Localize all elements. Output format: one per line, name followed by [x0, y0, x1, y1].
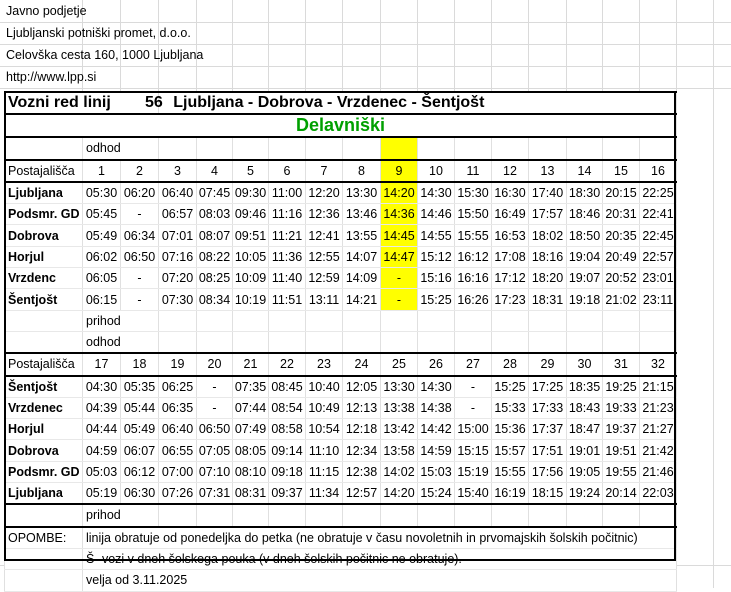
route-name: Ljubljana - Dobrova - Vrzdenec - Šentjošt — [173, 94, 485, 112]
table-row — [5, 204, 677, 225]
trip-number: 10 — [418, 160, 455, 182]
departure-time: 22:41 — [640, 204, 677, 225]
stop-name: Šentjošt — [5, 376, 83, 398]
departure-time: 22:57 — [640, 246, 677, 267]
departure-time: 06:55 — [159, 440, 197, 461]
departure-time: 16:30 — [492, 182, 529, 204]
departure-time: 19:07 — [567, 268, 603, 289]
departure-time: 10:40 — [306, 376, 343, 398]
trip-number: 18 — [121, 353, 159, 375]
departure-time: 12:36 — [306, 204, 343, 225]
departure-time: 06:40 — [159, 182, 197, 204]
trip-number: 28 — [492, 353, 529, 375]
trip-number: 1 — [83, 160, 121, 182]
departure-time: 05:19 — [83, 483, 121, 505]
departure-time: 14:07 — [343, 246, 381, 267]
departure-time: 20:14 — [603, 483, 640, 505]
departure-time: 14:09 — [343, 268, 381, 289]
departure-time: 23:11 — [640, 289, 677, 310]
arrival-label: prihod — [83, 310, 159, 331]
outbound-section — [5, 160, 677, 311]
departure-time: - — [121, 204, 159, 225]
departure-time: 09:37 — [269, 483, 306, 505]
inbound-section — [5, 353, 677, 504]
stop-name: Šentjošt — [5, 289, 83, 310]
departure-time: 06:40 — [159, 419, 197, 440]
trip-number: 21 — [233, 353, 269, 375]
trip-number-row — [5, 160, 677, 182]
table-row — [5, 376, 677, 398]
departure-time: 18:47 — [567, 419, 603, 440]
arrival-label-row-2 — [5, 504, 677, 526]
departure-time: 12:38 — [343, 461, 381, 482]
departure-time: 14:47 — [381, 246, 418, 267]
departure-time: 14:21 — [343, 289, 381, 310]
departure-time: 06:02 — [83, 246, 121, 267]
trip-number: 19 — [159, 353, 197, 375]
trip-number: 4 — [197, 160, 233, 182]
departure-time: 11:21 — [269, 225, 306, 246]
departure-time: 16:16 — [455, 268, 492, 289]
departure-time: 19:24 — [567, 483, 603, 505]
trip-number: 22 — [269, 353, 306, 375]
trip-number: 14 — [567, 160, 603, 182]
trip-number: 8 — [343, 160, 381, 182]
departure-time: 08:31 — [233, 483, 269, 505]
timetable — [4, 91, 677, 592]
departure-time: 06:12 — [121, 461, 159, 482]
day-type-row — [5, 114, 677, 137]
trip-number: 20 — [197, 353, 233, 375]
departure-time: 17:51 — [529, 440, 567, 461]
departure-time: 15:12 — [418, 246, 455, 267]
departure-time: 11:34 — [306, 483, 343, 505]
departure-time: 09:46 — [233, 204, 269, 225]
departure-time: - — [197, 397, 233, 418]
departure-time: 10:19 — [233, 289, 269, 310]
trip-number: 6 — [269, 160, 306, 182]
departure-time: 08:03 — [197, 204, 233, 225]
table-row — [5, 246, 677, 267]
departure-time: 12:18 — [343, 419, 381, 440]
notes-row-1 — [5, 527, 677, 549]
departure-time: 12:05 — [343, 376, 381, 398]
note-1: linija obratuje od ponedeljka do petka (ne obratuje v času novoletnih in prvomajskih šolskih počitnic) — [83, 527, 677, 549]
departure-time: 06:50 — [121, 246, 159, 267]
departure-time: 18:31 — [529, 289, 567, 310]
departure-time: 11:10 — [306, 440, 343, 461]
departure-time: 13:58 — [381, 440, 418, 461]
trip-number: 7 — [306, 160, 343, 182]
departure-time: 09:30 — [233, 182, 269, 204]
departure-time: 07:49 — [233, 419, 269, 440]
departure-time: 22:25 — [640, 182, 677, 204]
departure-time: 21:15 — [640, 376, 677, 398]
table-row — [5, 483, 677, 505]
departure-time: 07:01 — [159, 225, 197, 246]
departure-time: 16:12 — [455, 246, 492, 267]
trip-number: 31 — [603, 353, 640, 375]
table-row — [5, 289, 677, 310]
table-row — [5, 268, 677, 289]
table-row — [5, 397, 677, 418]
departure-time: 20:15 — [603, 182, 640, 204]
departure-time: 07:20 — [159, 268, 197, 289]
trip-number: 15 — [603, 160, 640, 182]
departure-label: odhod — [83, 137, 159, 159]
departure-time: 10:54 — [306, 419, 343, 440]
company-line-1: Javno podjetje — [6, 4, 87, 18]
trip-number: 3 — [159, 160, 197, 182]
departure-time: 08:10 — [233, 461, 269, 482]
departure-time: 06:30 — [121, 483, 159, 505]
departure-time: - — [121, 289, 159, 310]
departure-time: - — [197, 376, 233, 398]
departure-time: 08:07 — [197, 225, 233, 246]
stop-name: Ljubljana — [5, 483, 83, 505]
line-number: 56 — [145, 94, 163, 112]
departure-time: 14:59 — [418, 440, 455, 461]
departure-time: 07:16 — [159, 246, 197, 267]
departure-time: - — [381, 268, 418, 289]
departure-time: 13:11 — [306, 289, 343, 310]
departure-time: 18:20 — [529, 268, 567, 289]
departure-time: 18:50 — [567, 225, 603, 246]
departure-time: 06:34 — [121, 225, 159, 246]
departure-time: 19:25 — [603, 376, 640, 398]
table-row — [5, 419, 677, 440]
departure-time: 14:46 — [418, 204, 455, 225]
departure-time: 14:30 — [418, 376, 455, 398]
departure-time: 17:08 — [492, 246, 529, 267]
departure-time: 12:34 — [343, 440, 381, 461]
departure-time: 09:18 — [269, 461, 306, 482]
departure-time: 19:01 — [567, 440, 603, 461]
departure-time: 14:38 — [418, 397, 455, 418]
departure-time: 19:04 — [567, 246, 603, 267]
departure-time: 23:01 — [640, 268, 677, 289]
departure-time: 18:30 — [567, 182, 603, 204]
departure-time: 15:50 — [455, 204, 492, 225]
departure-time: 05:03 — [83, 461, 121, 482]
arrival-label-2: prihod — [83, 504, 159, 526]
trip-number: 27 — [455, 353, 492, 375]
company-line-2: Ljubljanski potniški promet, d.o.o. — [6, 26, 191, 40]
trip-number: 17 — [83, 353, 121, 375]
table-row — [5, 182, 677, 204]
company-line-3: Celovška cesta 160, 1000 Ljubljana — [6, 48, 204, 62]
trip-number: 32 — [640, 353, 677, 375]
departure-time: 11:15 — [306, 461, 343, 482]
departure-time: 07:35 — [233, 376, 269, 398]
trip-number: 12 — [492, 160, 529, 182]
departure-time: 08:45 — [269, 376, 306, 398]
departure-time: 13:38 — [381, 397, 418, 418]
departure-time: 08:54 — [269, 397, 306, 418]
departure-time: 22:45 — [640, 225, 677, 246]
departure-time: 19:33 — [603, 397, 640, 418]
departure-time: 16:26 — [455, 289, 492, 310]
departure-time: 15:25 — [418, 289, 455, 310]
stop-name: Dobrova — [5, 225, 83, 246]
departure-time: 14:55 — [418, 225, 455, 246]
departure-time: 11:16 — [269, 204, 306, 225]
notes-label: OPOMBE: — [5, 527, 83, 549]
departure-time: 14:20 — [381, 182, 418, 204]
arrival-label-row — [5, 310, 677, 331]
departure-label-2: odhod — [83, 331, 159, 353]
departure-time: 17:25 — [529, 376, 567, 398]
departure-label-row-2 — [5, 331, 677, 353]
departure-time: 07:05 — [197, 440, 233, 461]
departure-time: 07:45 — [197, 182, 233, 204]
title-label: Vozni red linij — [5, 92, 159, 114]
day-type: Delavniški — [5, 114, 677, 137]
departure-time: 14:42 — [418, 419, 455, 440]
trip-number: 25 — [381, 353, 418, 375]
departure-time: 14:45 — [381, 225, 418, 246]
departure-time: 05:35 — [121, 376, 159, 398]
stop-name: Horjul — [5, 419, 83, 440]
departure-time: 08:25 — [197, 268, 233, 289]
departure-time: 04:44 — [83, 419, 121, 440]
trip-number: 26 — [418, 353, 455, 375]
trip-number: 2 — [121, 160, 159, 182]
stop-name: Dobrova — [5, 440, 83, 461]
departure-time: 18:16 — [529, 246, 567, 267]
trip-number: 30 — [567, 353, 603, 375]
departure-time: - — [455, 376, 492, 398]
departure-time: 06:50 — [197, 419, 233, 440]
departure-time: 19:05 — [567, 461, 603, 482]
departure-time: 06:05 — [83, 268, 121, 289]
departure-time: 15:40 — [455, 483, 492, 505]
departure-time: - — [121, 268, 159, 289]
stations-label: Postajališča — [5, 160, 83, 182]
departure-time: 12:55 — [306, 246, 343, 267]
departure-time: 17:56 — [529, 461, 567, 482]
stations-label: Postajališča — [5, 353, 83, 375]
departure-time: 18:46 — [567, 204, 603, 225]
title-row — [5, 92, 677, 114]
departure-time: 20:49 — [603, 246, 640, 267]
departure-time: 17:37 — [529, 419, 567, 440]
departure-time: 21:02 — [603, 289, 640, 310]
departure-time: 04:39 — [83, 397, 121, 418]
departure-time: 15:55 — [455, 225, 492, 246]
stop-name: Vrzdenec — [5, 397, 83, 418]
departure-time: 05:49 — [83, 225, 121, 246]
departure-time: 19:51 — [603, 440, 640, 461]
notes-row-2 — [5, 548, 677, 569]
trip-number: 23 — [306, 353, 343, 375]
departure-time: 10:05 — [233, 246, 269, 267]
departure-time: 18:15 — [529, 483, 567, 505]
departure-time: 17:12 — [492, 268, 529, 289]
departure-time: 13:30 — [343, 182, 381, 204]
trip-number: 24 — [343, 353, 381, 375]
departure-time: 07:10 — [197, 461, 233, 482]
trip-number: 5 — [233, 160, 269, 182]
departure-time: 06:25 — [159, 376, 197, 398]
departure-time: 08:22 — [197, 246, 233, 267]
departure-time: 10:49 — [306, 397, 343, 418]
departure-time: 15:24 — [418, 483, 455, 505]
departure-time: 06:15 — [83, 289, 121, 310]
departure-time: 22:03 — [640, 483, 677, 505]
departure-time: 06:35 — [159, 397, 197, 418]
departure-time: 13:55 — [343, 225, 381, 246]
departure-time: 12:59 — [306, 268, 343, 289]
trip-number: 13 — [529, 160, 567, 182]
departure-time: 06:20 — [121, 182, 159, 204]
departure-time: 20:35 — [603, 225, 640, 246]
departure-time: 16:19 — [492, 483, 529, 505]
departure-time: 17:57 — [529, 204, 567, 225]
departure-time: 09:14 — [269, 440, 306, 461]
trip-number-row — [5, 353, 677, 375]
departure-time: 17:40 — [529, 182, 567, 204]
departure-time: - — [455, 397, 492, 418]
departure-time: 12:41 — [306, 225, 343, 246]
departure-time: 21:27 — [640, 419, 677, 440]
departure-time: 15:55 — [492, 461, 529, 482]
company-url: http://www.lpp.si — [6, 70, 97, 84]
departure-time: 06:07 — [121, 440, 159, 461]
departure-time: 14:20 — [381, 483, 418, 505]
departure-time: 15:16 — [418, 268, 455, 289]
departure-time: 06:57 — [159, 204, 197, 225]
departure-time: 15:03 — [418, 461, 455, 482]
departure-time: 14:30 — [418, 182, 455, 204]
departure-time: 05:44 — [121, 397, 159, 418]
departure-time: 05:30 — [83, 182, 121, 204]
departure-time: 19:18 — [567, 289, 603, 310]
departure-time: 18:35 — [567, 376, 603, 398]
departure-time: 19:37 — [603, 419, 640, 440]
departure-time: 20:52 — [603, 268, 640, 289]
stop-name: Podsmr. GD — [5, 204, 83, 225]
stop-name: Horjul — [5, 246, 83, 267]
departure-time: 11:40 — [269, 268, 306, 289]
departure-time: 13:30 — [381, 376, 418, 398]
departure-time: 15:57 — [492, 440, 529, 461]
departure-time: 17:33 — [529, 397, 567, 418]
note-2: Š- vozi v dneh šolskega pouka (v dneh šolskih počitnic ne obratuje). — [83, 548, 677, 569]
departure-time: 20:31 — [603, 204, 640, 225]
table-row — [5, 461, 677, 482]
departure-time: 09:51 — [233, 225, 269, 246]
departure-time: 18:02 — [529, 225, 567, 246]
departure-time: 21:42 — [640, 440, 677, 461]
departure-time: 17:23 — [492, 289, 529, 310]
departure-time: - — [381, 289, 418, 310]
departure-time: 05:45 — [83, 204, 121, 225]
stop-name: Vrzdenc — [5, 268, 83, 289]
departure-time: 11:36 — [269, 246, 306, 267]
table-row — [5, 225, 677, 246]
trip-number: 11 — [455, 160, 492, 182]
departure-time: 15:25 — [492, 376, 529, 398]
departure-time: 15:19 — [455, 461, 492, 482]
departure-time: 21:23 — [640, 397, 677, 418]
departure-time: 21:46 — [640, 461, 677, 482]
departure-time: 11:00 — [269, 182, 306, 204]
departure-time: 15:33 — [492, 397, 529, 418]
departure-time: 07:30 — [159, 289, 197, 310]
departure-time: 07:31 — [197, 483, 233, 505]
departure-time: 11:51 — [269, 289, 306, 310]
departure-time: 18:43 — [567, 397, 603, 418]
departure-time: 16:53 — [492, 225, 529, 246]
table-row — [5, 440, 677, 461]
trip-number: 9 — [381, 160, 418, 182]
stop-name: Podsmr. GD — [5, 461, 83, 482]
departure-time: 16:49 — [492, 204, 529, 225]
departure-time: 14:02 — [381, 461, 418, 482]
departure-time: 07:44 — [233, 397, 269, 418]
trip-number: 29 — [529, 353, 567, 375]
departure-time: 04:30 — [83, 376, 121, 398]
departure-time: 08:05 — [233, 440, 269, 461]
departure-time: 05:49 — [121, 419, 159, 440]
departure-label-row — [5, 137, 677, 159]
departure-time: 15:00 — [455, 419, 492, 440]
departure-time: 15:15 — [455, 440, 492, 461]
departure-time: 12:13 — [343, 397, 381, 418]
trip-number: 16 — [640, 160, 677, 182]
departure-time: 12:20 — [306, 182, 343, 204]
departure-time: 08:34 — [197, 289, 233, 310]
departure-time: 19:55 — [603, 461, 640, 482]
departure-time: 07:00 — [159, 461, 197, 482]
departure-time: 07:26 — [159, 483, 197, 505]
note-3: velja od 3.11.2025 — [83, 570, 677, 591]
departure-time: 12:57 — [343, 483, 381, 505]
departure-time: 04:59 — [83, 440, 121, 461]
departure-time: 14:36 — [381, 204, 418, 225]
stop-name: Ljubljana — [5, 182, 83, 204]
departure-time: 08:58 — [269, 419, 306, 440]
departure-time: 15:36 — [492, 419, 529, 440]
departure-time: 13:46 — [343, 204, 381, 225]
departure-time: 15:30 — [455, 182, 492, 204]
departure-time: 10:09 — [233, 268, 269, 289]
departure-time: 13:42 — [381, 419, 418, 440]
